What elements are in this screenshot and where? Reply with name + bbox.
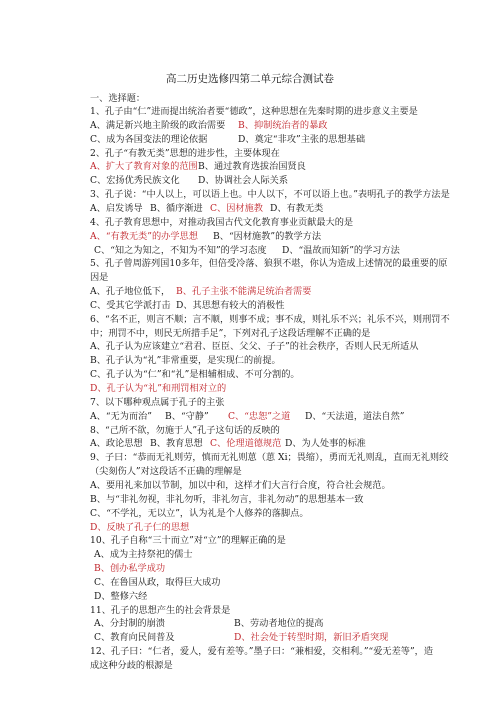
text-line <box>90 659 480 672</box>
text-segment: 9、子曰：“恭而无礼则劳，慎而无礼则葸（葸 Xi；畏缩），勇而无礼则乱，直而无礼则绞 <box>90 452 449 464</box>
text-segment: B、“因材施教”的教学方法 <box>213 230 322 242</box>
text-line <box>90 590 480 603</box>
text-segment: D、为人处事的标准 <box>285 438 366 450</box>
text-segment: B、循序渐进 <box>150 202 203 214</box>
text-segment: A、分封制的崩溃 <box>94 618 165 630</box>
text-segment: A、孔子地位低下， <box>90 286 171 298</box>
text-segment: A、启发诱导 <box>90 202 143 214</box>
text-segment: 8、“己所不欲，勿施于人”孔子这句话的反映的 <box>90 424 280 436</box>
text-line <box>90 133 480 146</box>
text-segment: D、“温故而知新”的学习方法 <box>282 244 400 256</box>
page-title: 高二历史选修四第二单元综合测试卷 <box>166 73 334 85</box>
answer-highlight: A、“有教无类”的办学思想 <box>90 230 198 242</box>
text-line <box>90 230 480 243</box>
text-segment: A、孔子认为应该建立“君君、臣臣、父父、子子”的社会秩序，否则人民无所适从 <box>90 341 419 353</box>
text-line <box>90 562 480 575</box>
text-line <box>90 160 480 173</box>
text-line <box>90 548 480 561</box>
text-segment: D、整修六经 <box>94 590 148 602</box>
answer-highlight: D、反映了孔子仁的思想 <box>90 521 190 533</box>
answer-highlight: C、“忠恕”之道 <box>228 410 291 422</box>
text-segment: B、与“非礼勿视，非礼勿听，非礼勿言，非礼勿动”的思想基本一致 <box>90 493 364 505</box>
text-line <box>90 534 480 547</box>
text-segment: B、劳动者地位的提高 <box>234 618 324 630</box>
text-segment: A、“无为而治” <box>90 410 152 422</box>
text-line <box>90 327 480 340</box>
text-line <box>90 188 480 201</box>
text-line <box>90 271 480 284</box>
text-segment: B、教育思想 <box>150 438 203 450</box>
text-segment: C、教育向民间普及 <box>94 632 175 644</box>
text-segment: D、其思想有较大的消极性 <box>176 299 285 311</box>
text-segment: A、满足新兴地主阶级的政治需要 <box>90 119 226 131</box>
text-segment: C、宏扬优秀民族文化 <box>90 175 180 187</box>
text-segment: D、有教无类 <box>270 202 324 214</box>
text-segment: （尖刻伤人”对这段话不正确的理解是 <box>90 466 242 478</box>
text-segment: C、孔子认为“仁”和“礼”是相辅相成、不可分割的。 <box>90 369 300 381</box>
text-line <box>90 507 480 520</box>
text-segment: 4、孔子教育思想中，对推动我国古代文化教育事业贡献最大的是 <box>90 216 354 228</box>
text-segment: C、“不学礼，无以立”，认为礼是个人修养的落脚点。 <box>90 507 309 519</box>
text-line <box>90 368 480 381</box>
text-line <box>90 410 480 423</box>
text-line <box>90 313 480 326</box>
text-segment: D、“天法道，道法自然” <box>305 410 405 422</box>
text-segment: B、通过教育选拔治国贤良 <box>198 161 306 173</box>
text-segment: 12、孔子曰：“仁者，爱人，爱有差等。”墨子曰：“兼相爱，交相利。”“爱无差等”，造 <box>90 646 434 658</box>
text-segment: 7、以下哪种观点属于孔子的主张 <box>90 396 225 408</box>
text-line <box>90 340 480 353</box>
answer-highlight: C、伦理道德规范 <box>210 438 282 450</box>
text-line <box>90 465 480 478</box>
text-segment: 3、孔子说：“中人以上，可以语上也。中人以下，不可以语上也。”表明孔子的教学方法是 <box>90 189 450 201</box>
text-line <box>90 576 480 589</box>
text-segment: A、成为主持祭祀的儒士 <box>94 549 193 561</box>
answer-highlight: A、扩大了教育对象的范围 <box>90 161 198 173</box>
answer-highlight: C、因材施教 <box>210 202 263 214</box>
text-line <box>90 631 480 644</box>
text-line <box>90 521 480 534</box>
text-line <box>90 493 480 506</box>
text-segment: D、协调社会人际关系 <box>198 175 289 187</box>
text-segment: C、受其它学派打击 <box>90 299 171 311</box>
section-heading: 一、选择题： <box>90 93 146 104</box>
text-segment: D、奠定“非攻”主张的思想基础 <box>238 133 366 145</box>
text-segment: B、孔子认为“礼”非常重要，是实现仁的前提。 <box>90 355 281 367</box>
text-line <box>90 257 480 270</box>
text-line <box>90 244 480 257</box>
text-segment: A、政论思想 <box>90 438 143 450</box>
text-line <box>90 216 480 229</box>
text-line <box>90 396 480 409</box>
text-line <box>90 202 480 215</box>
text-line <box>90 479 480 492</box>
text-line <box>90 105 480 118</box>
answer-highlight: D、孔子认为“礼”和刑罚相对立的 <box>90 383 227 394</box>
text-line <box>90 604 480 617</box>
text-segment: C、成为各国变法的理论依据 <box>90 133 208 145</box>
text-line <box>90 617 480 630</box>
answer-highlight: B、孔子主张不能满足统治者需要 <box>176 286 312 298</box>
text-line <box>90 451 480 464</box>
text-line <box>90 147 480 160</box>
text-segment: 成这种分歧的根源是 <box>90 660 173 671</box>
answer-highlight: B、抑制统治者的暴政 <box>238 119 328 131</box>
text-line <box>90 285 480 298</box>
text-segment: 中；刑罚不中，则民无所措手足”，下列对孔子这段话理解不正确的是 <box>90 327 371 339</box>
text-line <box>90 174 480 187</box>
text-segment: A、要用礼来加以节制，加以中和，这样才们大言行合度，符合社会规范。 <box>90 479 391 491</box>
text-line <box>90 299 480 312</box>
text-line <box>90 354 480 367</box>
text-segment: 10、孔子自称“三十而立”对“立”的理解正确的是 <box>90 535 286 547</box>
text-segment: C、在鲁国从政，取得巨大成功 <box>94 576 221 588</box>
text-line <box>90 645 480 658</box>
text-line <box>90 119 480 132</box>
answer-highlight: B、创办私学成功 <box>94 563 166 575</box>
text-segment: 6、“名不正，则言不顺；言不顺，则事不成；事不成，则礼乐不兴；礼乐不兴，则刑罚不 <box>90 313 450 325</box>
text-line <box>90 382 480 395</box>
text-segment: 1、孔子由“仁”进而提出统治者要“德政”，这种思想在先秦时期的进步意义主要是 <box>90 106 418 117</box>
text-segment: 11、孔子的思想产生的社会背景是 <box>90 604 231 616</box>
text-line <box>90 437 480 450</box>
text-segment: 2、孔子“有教无类”思想的进步性，主要体现在 <box>90 147 280 159</box>
text-segment: 5、孔子曾周游列国10多年，但倍受冷落、狼狈不堪，你认为造成上述情况的最重要的原 <box>90 258 448 270</box>
text-segment: 因是 <box>90 272 109 284</box>
text-segment: B、“守静” <box>165 410 209 422</box>
answer-highlight: D、社会处于转型时期，新旧矛盾突现 <box>234 632 389 644</box>
text-segment: C、“知之为知之，不知为不知”的学习态度 <box>94 244 267 256</box>
text-line <box>90 424 480 437</box>
